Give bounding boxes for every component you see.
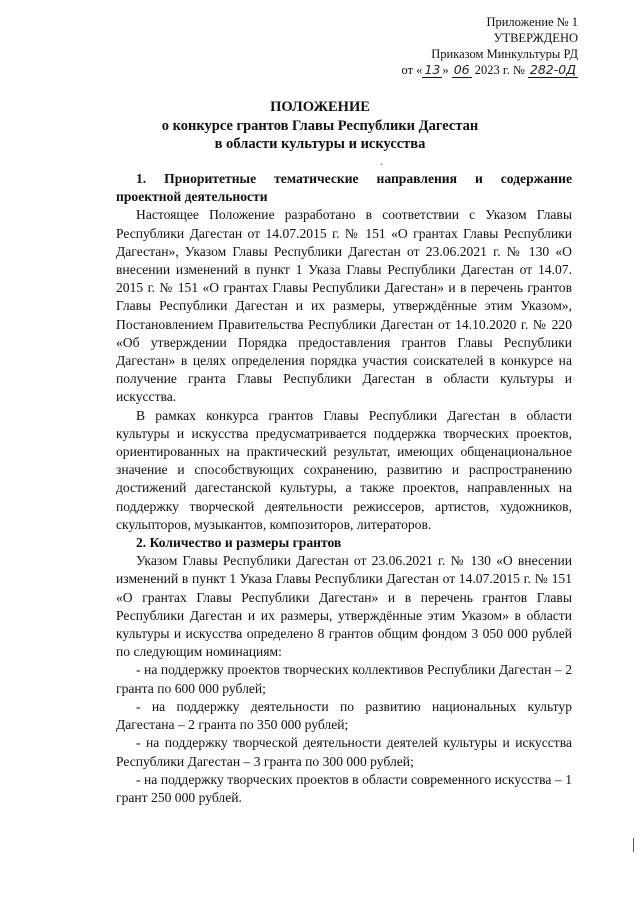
scan-edge-mark (633, 838, 634, 852)
order-year: 2023 г. № (474, 63, 525, 77)
approval-block (368, 14, 578, 78)
section-1-paragraph-2: В рамках конкурса грантов Главы Республики Дагестан в области культуры и искусства предусматривается поддержка творческих проектов, ориентированных на практический результат, имеющих общенациональное значение и способствующих сохранению, развитию и распространению достижений дагестанской культуры, а также проектов, направленных на поддержку творческой деятельности режиссеров, артистов, художников, скульпторов, музыкантов, композиторов, литераторов. (116, 407, 572, 532)
appendix-label: Приложение № 1 (486, 15, 578, 29)
order-month: 06 (453, 62, 470, 77)
document-subtitle-line-2: в области культуры и искусства (214, 136, 426, 152)
list-item: - на поддержку проектов творческих коллективов Республики Дагестан – 2 гранта по 600 000 рублей; (116, 662, 572, 696)
section-1-title: 1. Приоритетные тематические направления и содержание (136, 171, 572, 186)
order-date-line (368, 62, 578, 78)
date-quote-close: » (442, 63, 449, 77)
document-heading (0, 98, 640, 154)
document-subtitle-line-1: о конкурсе грантов Главы Республики Дагестан (161, 117, 479, 134)
document-body (116, 170, 572, 807)
scan-dot: · (380, 160, 384, 171)
document-title: ПОЛОЖЕНИЕ (270, 99, 370, 115)
section-1-paragraph-1: Настоящее Положение разработано в соответствии с Указом Главы Республики Дагестан от 14.07.2015 г. № 151 «О грантах Главы Республики Дагестан», Указом Главы Республики Дагестан от 23.06.2021 г. № 130 «О внесении изменений в пункт 1 Указа Главы Республики Дагестан от 14.07. 2015 г. № 151 «О грантах Главы Республики Дагестан» и в перечень грантов Главы Республики Дагестан и их размеры, утверждённые этим Указом», Постановлением Правительства Республики Дагестан от 14.10.2020 г. № 220 «Об утверждении Порядка предоставления грантов Главы Республики Дагестан» в целях определения порядка участия соискателей в конкурсе на получение гранта Главы Республики Дагестан в области культуры и искусства. (116, 207, 572, 405)
date-prefix: от « (401, 63, 423, 77)
section-1-title-cont: проектной деятельности (116, 189, 268, 205)
order-number: 282-0Д (529, 62, 576, 77)
section-2-paragraph-1: Указом Главы Республики Дагестан от 23.06.2021 г. № 130 «О внесении изменений в пункт 1 Указа Главы Республики Дагестан от 14.07.2015 г. № 151 «О грантах Главы Республики Дагестан» и в перечень грантов Главы Республики Дагестан и их размеры, утверждённые этим Указом» в области культуры и искусства определено 8 грантов общим фондом 3 050 000 рублей по следующим номинациям: (116, 553, 572, 660)
list-item: - на поддержку деятельности по развитию национальных культур Дагестана – 2 гранта по 350 000 рублей; (116, 698, 572, 733)
list-item: - на поддержку творческих проектов в области современного искусства – 1 грант 250 000 рублей. (116, 771, 572, 805)
order-day: 13 (424, 62, 441, 77)
order-label: Приказом Минкультуры РД (431, 47, 578, 61)
list-item: - на поддержку творческой деятельности деятелей культуры и искусства Республики Дагестан – 3 гранта по 300 000 рублей; (116, 735, 572, 769)
section-2-title: 2. Количество и размеры грантов (136, 535, 342, 551)
approved-label: УТВЕРЖДЕНО (493, 31, 578, 45)
